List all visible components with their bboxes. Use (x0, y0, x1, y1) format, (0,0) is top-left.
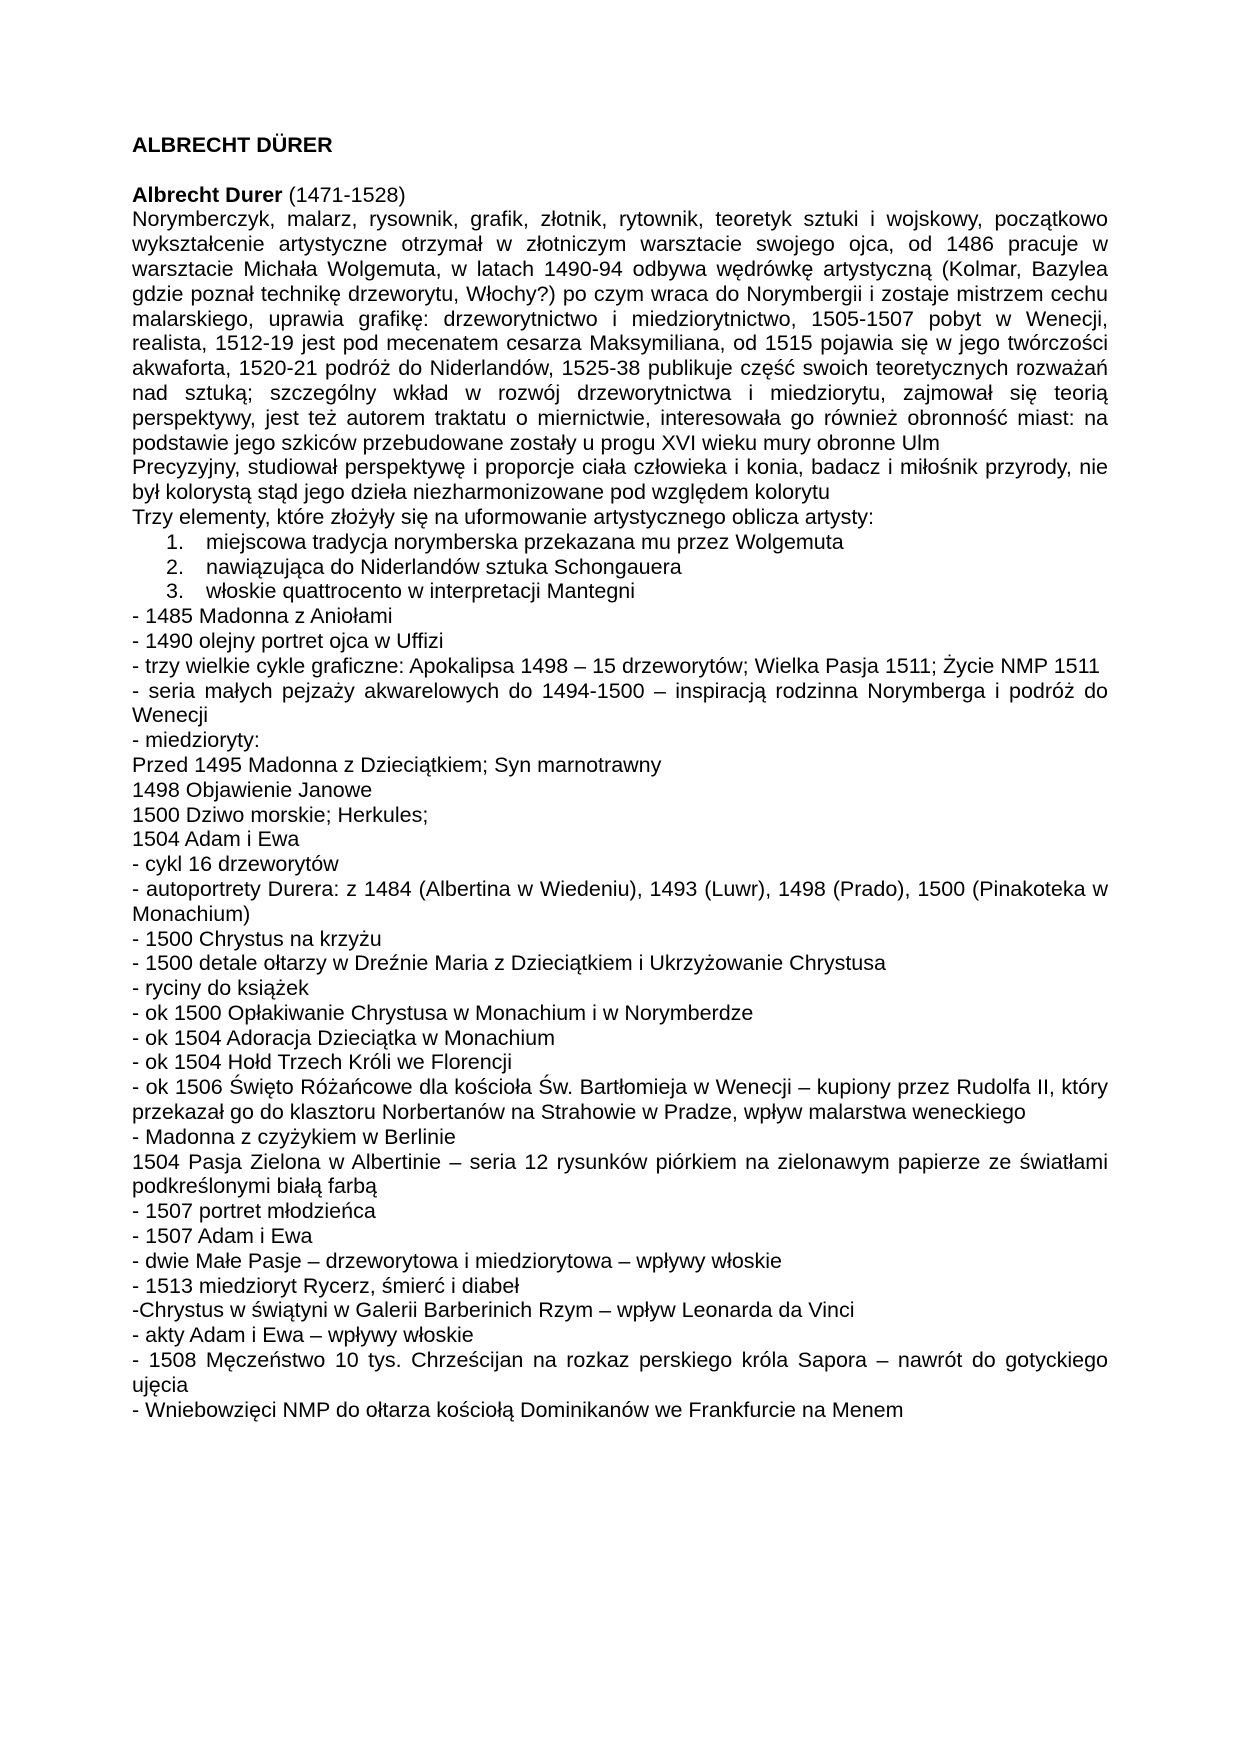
paragraph: Norymberczyk, malarz, rysownik, grafik, złotnik, rytownik, teoretyk sztuki i wojskowy, początkowo wykształcenie artystyczne otrzymał w złotniczym warsztacie swojego ojca, od 1486 pracuje w warsztacie Michała Wolgemuta, w latach 1490-94 odbywa wędrówkę artystyczną (Kolmar, Bazylea gdzie poznał technikę drzeworytu, Włochy?) po czym wraca do Norymbergii i zostaje mistrzem cechu malarskiego, uprawia grafikę: drzeworytnictwo i miedziorytnictwo, 1505-1507 pobyt w Wenecji, realista, 1512-19 jest pod mecenatem cesarza Maksymiliana, od 1515 pojawia się w jego twórczości akwaforta, 1520-21 podróż do Niderlandów, 1525-38 publikuje część swoich teoretycznych rozważań nad sztuką; szczególny wkład w rozwój drzeworytnictwa i miedziorytu, zajmował się teorią perspektywy, jest też autorem traktatu o miernictwie, interesowała go również obronność miast: na podstawie jego szkiców przebudowane zostały u progu XVI wieku mury obronne Ulm (132, 207, 1108, 455)
paragraph: - cykl 16 drzeworytów (132, 852, 339, 877)
paragraph: - ok 1504 Hołd Trzech Króli we Florencji (132, 1050, 512, 1075)
paragraph: - miedzioryty: (132, 728, 260, 753)
numbered-list-item (132, 579, 1108, 604)
list-item-text: nawiązująca do Niderlandów sztuka Schongauera (206, 554, 682, 579)
paragraph: - Wniebowzięci NMP do ołtarza kościołą Dominikanów we Frankfurcie na Menem (132, 1397, 904, 1422)
paragraph: - ok 1506 Święto Różańcowe dla kościoła Św. Bartłomieja w Wenecji – kupiony przez Rudolfa II, który przekazał go do klasztoru Norbertanów na Strahowie w Pradze, wpływ malarstwa weneckiego (132, 1075, 1108, 1125)
paragraph: 1504 Pasja Zielona w Albertinie – seria 12 rysunków piórkiem na zielonawym papierze ze światłami podkreślonymi białą farbą (132, 1149, 1108, 1199)
paragraph: - 1500 Chrystus na krzyżu (132, 926, 382, 951)
list-item-text: miejscowa tradycja norymberska przekazana mu przez Wolgemuta (206, 529, 844, 554)
numbered-list-item (132, 555, 1108, 580)
paragraph: 1500 Dziwo morskie; Herkules; (132, 802, 429, 827)
paragraph: - Madonna z czyżykiem w Berlinie (132, 1124, 456, 1149)
paragraph: Przed 1495 Madonna z Dzieciątkiem; Syn marnotrawny (132, 752, 662, 777)
paragraph: - 1500 detale ołtarzy w Dreźnie Maria z Dzieciątkiem i Ukrzyżowanie Chrystusa (132, 951, 886, 976)
paragraph: - seria małych pejzaży akwarelowych do 1494-1500 – inspiracją rodzinna Norymberga i podróż do Wenecji (132, 678, 1108, 728)
paragraph: - akty Adam i Ewa – wpływy włoskie (132, 1323, 474, 1348)
paragraph: - 1485 Madonna z Aniołami (132, 604, 393, 629)
paragraph: Trzy elementy, które złożyły się na uformowanie artystycznego oblicza artysty: (132, 504, 875, 529)
paragraph: - trzy wielkie cykle graficzne: Apokalipsa 1498 – 15 drzeworytów; Wielka Pasja 1511; Życie NMP 1511 (132, 653, 1100, 678)
paragraph: -Chrystus w świątyni w Galerii Barberinich Rzym – wpływ Leonarda da Vinci (132, 1298, 855, 1323)
list-item-number: 2. (166, 554, 184, 579)
paragraph: - 1507 Adam i Ewa (132, 1224, 313, 1249)
paragraph: 1498 Objawienie Janowe (132, 777, 373, 802)
author-name: Albrecht Durer (132, 182, 283, 207)
paragraph: Precyzyjny, studiował perspektywę i proporcje ciała człowieka i konia, badacz i miłośnik przyrody, nie był kolorystą stąd jego dzieła niezharmonizowane pod względem kolorytu (132, 455, 1108, 505)
paragraph: - ryciny do książek (132, 976, 309, 1001)
paragraph: 1504 Adam i Ewa (132, 827, 300, 852)
list-item-number: 3. (166, 579, 184, 604)
paragraph: - 1490 olejny portret ojca w Uffizi (132, 628, 444, 653)
author-line (132, 183, 1108, 208)
paragraph: - 1513 miedzioryt Rycerz, śmierć i diabeł (132, 1273, 520, 1298)
list-item-number: 1. (166, 529, 184, 554)
paragraph: - autoportrety Durera: z 1484 (Albertina w Wiedeniu), 1493 (Luwr), 1498 (Prado), 1500 (Pinakoteka w Monachium) (132, 876, 1108, 926)
paragraph: - 1508 Męczeństwo 10 tys. Chrześcijan na rozkaz perskiego króla Sapora – nawrót do gotyckiego ujęcia (132, 1348, 1108, 1397)
list-item-text: włoskie quattrocento w interpretacji Mantegni (206, 579, 636, 604)
blank-line (132, 158, 1108, 183)
paragraph: - 1507 portret młodzieńca (132, 1199, 376, 1224)
paragraph: - ok 1500 Opłakiwanie Chrystusa w Monachium i w Norymberdze (132, 1000, 754, 1025)
numbered-list-item (132, 530, 1108, 555)
document-title: ALBRECHT DÜRER (132, 133, 333, 157)
author-dates: (1471-1528) (282, 182, 406, 207)
paragraph: - dwie Małe Pasje – drzeworytowa i miedziorytowa – wpływy włoskie (132, 1248, 783, 1273)
paragraph: - ok 1504 Adoracja Dzieciątka w Monachium (132, 1025, 556, 1050)
